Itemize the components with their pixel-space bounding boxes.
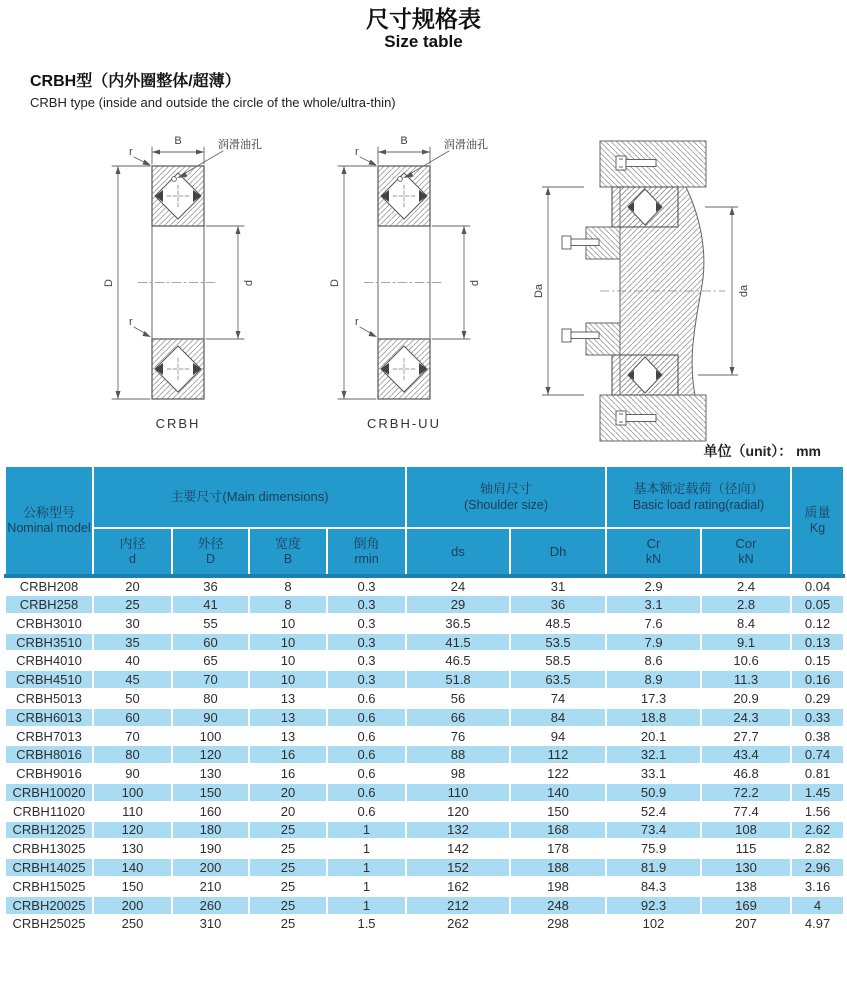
technical-drawings xyxy=(0,131,847,439)
model-cell: CRBH258 xyxy=(5,595,93,614)
value-cell: 76 xyxy=(406,727,510,746)
value-cell: 1 xyxy=(327,839,406,858)
drawing-caption-crbh: CRBH xyxy=(155,416,201,432)
value-cell: 0.6 xyxy=(327,708,406,727)
value-cell: 0.6 xyxy=(327,727,406,746)
value-cell: 45 xyxy=(93,670,172,689)
value-cell: 112 xyxy=(510,745,606,764)
value-cell: 0.6 xyxy=(327,689,406,708)
value-cell: 20.1 xyxy=(606,727,701,746)
value-cell: 7.6 xyxy=(606,614,701,633)
value-cell: 20.9 xyxy=(701,689,791,708)
value-cell: 188 xyxy=(510,858,606,877)
value-cell: 0.3 xyxy=(327,576,406,595)
value-cell: 53.5 xyxy=(510,633,606,652)
value-cell: 1.56 xyxy=(791,802,844,821)
value-cell: 13 xyxy=(249,689,327,708)
value-cell: 102 xyxy=(606,915,701,934)
value-cell: 25 xyxy=(249,877,327,896)
table-row xyxy=(5,651,844,670)
value-cell: 0.6 xyxy=(327,783,406,802)
table-row xyxy=(5,689,844,708)
value-cell: 8.4 xyxy=(701,614,791,633)
col-header-bore: 内径 d xyxy=(93,528,172,576)
value-cell: 10 xyxy=(249,614,327,633)
col-header-cr: Cr kN xyxy=(606,528,701,576)
bearing-top xyxy=(612,187,678,227)
col-group-load-rating: 基本额定载荷（径向） Basic load rating(radial) xyxy=(606,466,791,528)
value-cell: 51.8 xyxy=(406,670,510,689)
value-cell: 50 xyxy=(93,689,172,708)
model-cell: CRBH7013 xyxy=(5,727,93,746)
value-cell: 74 xyxy=(510,689,606,708)
value-cell: 25 xyxy=(249,821,327,840)
value-cell: 25 xyxy=(249,858,327,877)
value-cell: 0.74 xyxy=(791,745,844,764)
value-cell: 46.5 xyxy=(406,651,510,670)
value-cell: 310 xyxy=(172,915,249,934)
value-cell: 94 xyxy=(510,727,606,746)
value-cell: 0.05 xyxy=(791,595,844,614)
value-cell: 0.33 xyxy=(791,708,844,727)
value-cell: 298 xyxy=(510,915,606,934)
table-row xyxy=(5,915,844,934)
value-cell: 75.9 xyxy=(606,839,701,858)
value-cell: 2.8 xyxy=(701,595,791,614)
value-cell: 33.1 xyxy=(606,764,701,783)
value-cell: 1 xyxy=(327,821,406,840)
table-row xyxy=(5,877,844,896)
value-cell: 4.97 xyxy=(791,915,844,934)
value-cell: 27.7 xyxy=(701,727,791,746)
value-cell: 1 xyxy=(327,896,406,915)
table-row xyxy=(5,576,844,595)
value-cell: 130 xyxy=(172,764,249,783)
table-row xyxy=(5,727,844,746)
value-cell: 40 xyxy=(93,651,172,670)
col-header-outer-dia: 外径 D xyxy=(172,528,249,576)
value-cell: 152 xyxy=(406,858,510,877)
table-row xyxy=(5,670,844,689)
value-cell: 108 xyxy=(701,821,791,840)
col-header-model: 公称型号 Nominal model xyxy=(5,466,93,576)
value-cell: 10.6 xyxy=(701,651,791,670)
value-cell: 11.3 xyxy=(701,670,791,689)
value-cell: 138 xyxy=(701,877,791,896)
value-cell: 25 xyxy=(93,595,172,614)
table-row xyxy=(5,764,844,783)
value-cell: 65 xyxy=(172,651,249,670)
value-cell: 0.6 xyxy=(327,802,406,821)
clamp-collar-bottom xyxy=(586,323,620,355)
value-cell: 0.6 xyxy=(327,764,406,783)
value-cell: 90 xyxy=(172,708,249,727)
value-cell: 41.5 xyxy=(406,633,510,652)
value-cell: 10 xyxy=(249,633,327,652)
value-cell: 1 xyxy=(327,858,406,877)
value-cell: 200 xyxy=(172,858,249,877)
table-row xyxy=(5,858,844,877)
dim-label-Da: Da xyxy=(533,284,545,299)
value-cell: 24.3 xyxy=(701,708,791,727)
col-header-width: 宽度 B xyxy=(249,528,327,576)
value-cell: 168 xyxy=(510,821,606,840)
value-cell: 20 xyxy=(249,802,327,821)
value-cell: 1.45 xyxy=(791,783,844,802)
value-cell: 0.04 xyxy=(791,576,844,595)
value-cell: 3.1 xyxy=(606,595,701,614)
value-cell: 98 xyxy=(406,764,510,783)
value-cell: 210 xyxy=(172,877,249,896)
value-cell: 198 xyxy=(510,877,606,896)
value-cell: 31 xyxy=(510,576,606,595)
size-table xyxy=(4,465,845,934)
model-cell: CRBH11020 xyxy=(5,802,93,821)
model-cell: CRBH6013 xyxy=(5,708,93,727)
model-cell: CRBH3010 xyxy=(5,614,93,633)
value-cell: 122 xyxy=(510,764,606,783)
value-cell: 7.9 xyxy=(606,633,701,652)
model-cell: CRBH9016 xyxy=(5,764,93,783)
col-group-shoulder-size: 轴肩尺寸 (Shoulder size) xyxy=(406,466,606,528)
col-header-chamfer: 倒角 rmin xyxy=(327,528,406,576)
type-heading xyxy=(30,72,847,111)
dim-label-da: da xyxy=(738,285,750,298)
size-table-body xyxy=(5,576,844,933)
value-cell: 2.96 xyxy=(791,858,844,877)
value-cell: 0.15 xyxy=(791,651,844,670)
value-cell: 260 xyxy=(172,896,249,915)
table-row xyxy=(5,839,844,858)
value-cell: 130 xyxy=(701,858,791,877)
value-cell: 8.9 xyxy=(606,670,701,689)
drawing-mounted-assembly xyxy=(500,135,750,447)
value-cell: 10 xyxy=(249,651,327,670)
value-cell: 212 xyxy=(406,896,510,915)
unit-note: 单位（unit）： mm xyxy=(703,443,821,460)
table-row xyxy=(5,783,844,802)
value-cell: 178 xyxy=(510,839,606,858)
value-cell: 8 xyxy=(249,595,327,614)
drawing-crbh-uu xyxy=(298,131,523,436)
value-cell: 120 xyxy=(172,745,249,764)
model-cell: CRBH4510 xyxy=(5,670,93,689)
model-cell: CRBH25025 xyxy=(5,915,93,934)
value-cell: 13 xyxy=(249,708,327,727)
value-cell: 90 xyxy=(93,764,172,783)
dim-Da xyxy=(542,187,584,395)
value-cell: 50.9 xyxy=(606,783,701,802)
value-cell: 0.12 xyxy=(791,614,844,633)
value-cell: 120 xyxy=(406,802,510,821)
value-cell: 36.5 xyxy=(406,614,510,633)
value-cell: 48.5 xyxy=(510,614,606,633)
value-cell: 0.38 xyxy=(791,727,844,746)
value-cell: 132 xyxy=(406,821,510,840)
value-cell: 52.4 xyxy=(606,802,701,821)
value-cell: 10 xyxy=(249,670,327,689)
type-title-en: CRBH type (inside and outside the circle of the whole/ultra-thin) xyxy=(30,94,396,110)
value-cell: 248 xyxy=(510,896,606,915)
value-cell: 88 xyxy=(406,745,510,764)
value-cell: 13 xyxy=(249,727,327,746)
type-title-zh: CRBH型（内外圈整体/超薄） xyxy=(30,72,241,90)
value-cell: 120 xyxy=(93,821,172,840)
value-cell: 140 xyxy=(93,858,172,877)
value-cell: 200 xyxy=(93,896,172,915)
value-cell: 160 xyxy=(172,802,249,821)
value-cell: 8 xyxy=(249,576,327,595)
title-block xyxy=(0,6,847,52)
value-cell: 100 xyxy=(93,783,172,802)
value-cell: 2.4 xyxy=(701,576,791,595)
value-cell: 0.81 xyxy=(791,764,844,783)
value-cell: 250 xyxy=(93,915,172,934)
value-cell: 92.3 xyxy=(606,896,701,915)
value-cell: 70 xyxy=(172,670,249,689)
value-cell: 0.3 xyxy=(327,651,406,670)
col-group-main-dimensions: 主要尺寸(Main dimensions) xyxy=(93,466,406,528)
model-cell: CRBH12025 xyxy=(5,821,93,840)
value-cell: 0.3 xyxy=(327,633,406,652)
value-cell: 20 xyxy=(249,783,327,802)
value-cell: 72.2 xyxy=(701,783,791,802)
model-cell: CRBH5013 xyxy=(5,689,93,708)
value-cell: 84 xyxy=(510,708,606,727)
value-cell: 43.4 xyxy=(701,745,791,764)
value-cell: 2.9 xyxy=(606,576,701,595)
value-cell: 41 xyxy=(172,595,249,614)
model-cell: CRBH20025 xyxy=(5,896,93,915)
drawing-crbh xyxy=(72,131,297,436)
value-cell: 262 xyxy=(406,915,510,934)
value-cell: 24 xyxy=(406,576,510,595)
value-cell: 17.3 xyxy=(606,689,701,708)
value-cell: 18.8 xyxy=(606,708,701,727)
value-cell: 80 xyxy=(172,689,249,708)
value-cell: 142 xyxy=(406,839,510,858)
drawing-caption-crbh-uu: CRBH-UU xyxy=(367,416,441,432)
value-cell: 73.4 xyxy=(606,821,701,840)
value-cell: 84.3 xyxy=(606,877,701,896)
model-cell: CRBH13025 xyxy=(5,839,93,858)
value-cell: 115 xyxy=(701,839,791,858)
model-cell: CRBH208 xyxy=(5,576,93,595)
col-header-ds: ds xyxy=(406,528,510,576)
value-cell: 25 xyxy=(249,915,327,934)
value-cell: 81.9 xyxy=(606,858,701,877)
col-header-cor: Cor kN xyxy=(701,528,791,576)
value-cell: 190 xyxy=(172,839,249,858)
value-cell: 100 xyxy=(172,727,249,746)
value-cell: 16 xyxy=(249,745,327,764)
value-cell: 55 xyxy=(172,614,249,633)
value-cell: 60 xyxy=(93,708,172,727)
value-cell: 169 xyxy=(701,896,791,915)
value-cell: 3.16 xyxy=(791,877,844,896)
value-cell: 70 xyxy=(93,727,172,746)
table-row xyxy=(5,633,844,652)
model-cell: CRBH10020 xyxy=(5,783,93,802)
value-cell: 207 xyxy=(701,915,791,934)
value-cell: 36 xyxy=(172,576,249,595)
value-cell: 140 xyxy=(510,783,606,802)
table-row xyxy=(5,821,844,840)
value-cell: 162 xyxy=(406,877,510,896)
value-cell: 60 xyxy=(172,633,249,652)
page-title-en: Size table xyxy=(384,32,463,52)
value-cell: 150 xyxy=(510,802,606,821)
page-title: 尺寸规格表 xyxy=(366,6,481,32)
value-cell: 16 xyxy=(249,764,327,783)
value-cell: 2.82 xyxy=(791,839,844,858)
value-cell: 0.16 xyxy=(791,670,844,689)
bearing-bottom xyxy=(612,355,678,395)
value-cell: 35 xyxy=(93,633,172,652)
value-cell: 150 xyxy=(172,783,249,802)
value-cell: 46.8 xyxy=(701,764,791,783)
table-row xyxy=(5,708,844,727)
model-cell: CRBH8016 xyxy=(5,745,93,764)
value-cell: 30 xyxy=(93,614,172,633)
table-row xyxy=(5,595,844,614)
value-cell: 9.1 xyxy=(701,633,791,652)
value-cell: 25 xyxy=(249,896,327,915)
col-header-mass: 质量 Kg xyxy=(791,466,844,576)
value-cell: 0.3 xyxy=(327,670,406,689)
value-cell: 130 xyxy=(93,839,172,858)
table-row xyxy=(5,802,844,821)
value-cell: 58.5 xyxy=(510,651,606,670)
value-cell: 32.1 xyxy=(606,745,701,764)
value-cell: 1 xyxy=(327,877,406,896)
value-cell: 25 xyxy=(249,839,327,858)
model-cell: CRBH3510 xyxy=(5,633,93,652)
value-cell: 29 xyxy=(406,595,510,614)
value-cell: 0.3 xyxy=(327,595,406,614)
table-row xyxy=(5,745,844,764)
model-cell: CRBH15025 xyxy=(5,877,93,896)
value-cell: 56 xyxy=(406,689,510,708)
value-cell: 110 xyxy=(93,802,172,821)
value-cell: 80 xyxy=(93,745,172,764)
value-cell: 4 xyxy=(791,896,844,915)
value-cell: 66 xyxy=(406,708,510,727)
table-row xyxy=(5,614,844,633)
value-cell: 20 xyxy=(93,576,172,595)
value-cell: 0.3 xyxy=(327,614,406,633)
model-cell: CRBH4010 xyxy=(5,651,93,670)
value-cell: 77.4 xyxy=(701,802,791,821)
value-cell: 63.5 xyxy=(510,670,606,689)
value-cell: 8.6 xyxy=(606,651,701,670)
value-cell: 1.5 xyxy=(327,915,406,934)
value-cell: 180 xyxy=(172,821,249,840)
model-cell: CRBH14025 xyxy=(5,858,93,877)
value-cell: 36 xyxy=(510,595,606,614)
value-cell: 150 xyxy=(93,877,172,896)
table-row xyxy=(5,896,844,915)
value-cell: 0.6 xyxy=(327,745,406,764)
value-cell: 0.13 xyxy=(791,633,844,652)
col-header-Dh: Dh xyxy=(510,528,606,576)
value-cell: 0.29 xyxy=(791,689,844,708)
value-cell: 2.62 xyxy=(791,821,844,840)
value-cell: 110 xyxy=(406,783,510,802)
